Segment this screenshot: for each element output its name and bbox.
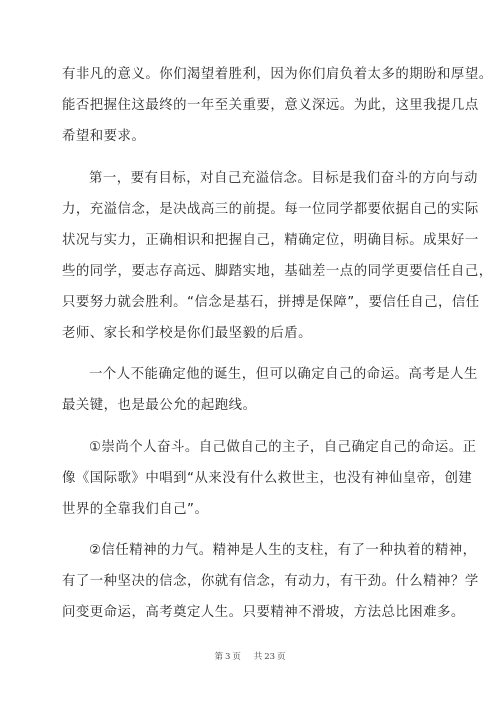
- body-line: 有了一种坚决的信念，你就有信念，有动力，有干劲。什么精神？学: [62, 574, 479, 589]
- footer-total-prefix: 共: [253, 652, 263, 662]
- footer-current-page: 3: [224, 652, 231, 662]
- body-line: 状况与实力，正确相识和把握自己，精确定位，明确目标。成果好一: [62, 233, 479, 248]
- body-line: 些的同学，要志存高远、脚踏实地，基础差一点的同学更要信任自己，: [62, 264, 493, 279]
- body-line: ②信任精神的力气。精神是人生的支柱，有了一种执着的精神，: [89, 543, 477, 558]
- body-line: 能否把握住这最终的一年至关重要，意义深远。为此，这里我提几点: [62, 98, 479, 113]
- body-line: ①崇尚个人奋斗。自己做自己的主子，自己确定自己的命运。正: [89, 440, 477, 455]
- body-line: 一个人不能确定他的诞生，但可以确定自己的命运。高考是人生: [89, 367, 478, 382]
- body-line: 像《国际歌》中唱到“从来没有什么救世主，也没有神仙皇帝，创建: [62, 471, 473, 486]
- body-line: 世界的全靠我们自己”。: [62, 502, 209, 517]
- body-line: 力，充溢信念，是决战高三的前提。每一位同学都要依据自己的实际: [62, 202, 479, 217]
- page-footer: [0, 650, 500, 662]
- footer-current-suffix: 页: [232, 652, 241, 662]
- body-line: 老师、家长和学校是你们最坚毅的后盾。: [62, 326, 313, 341]
- body-line: 第一，要有目标，对自己充溢信念。目标是我们奋斗的方向与动: [89, 171, 478, 186]
- footer-current-prefix: 第: [214, 652, 223, 662]
- body-line: 希望和要求。: [62, 129, 146, 144]
- footer-total-suffix: 页: [277, 652, 286, 662]
- body-line: 只要努力就会胜利。“信念是基石，拼搏是保障”，要信任自己，信任: [62, 295, 480, 310]
- footer-total-pages: 23: [264, 652, 276, 662]
- body-line: 问变更命运，高考奠定人生。只要精神不滑坡，方法总比困难多。: [62, 605, 465, 620]
- body-line: 有非凡的意义。你们渴望着胜利，因为你们肩负着太多的期盼和厚望。: [62, 67, 493, 82]
- body-line: 最关键，也是最公允的起跑线。: [62, 398, 257, 413]
